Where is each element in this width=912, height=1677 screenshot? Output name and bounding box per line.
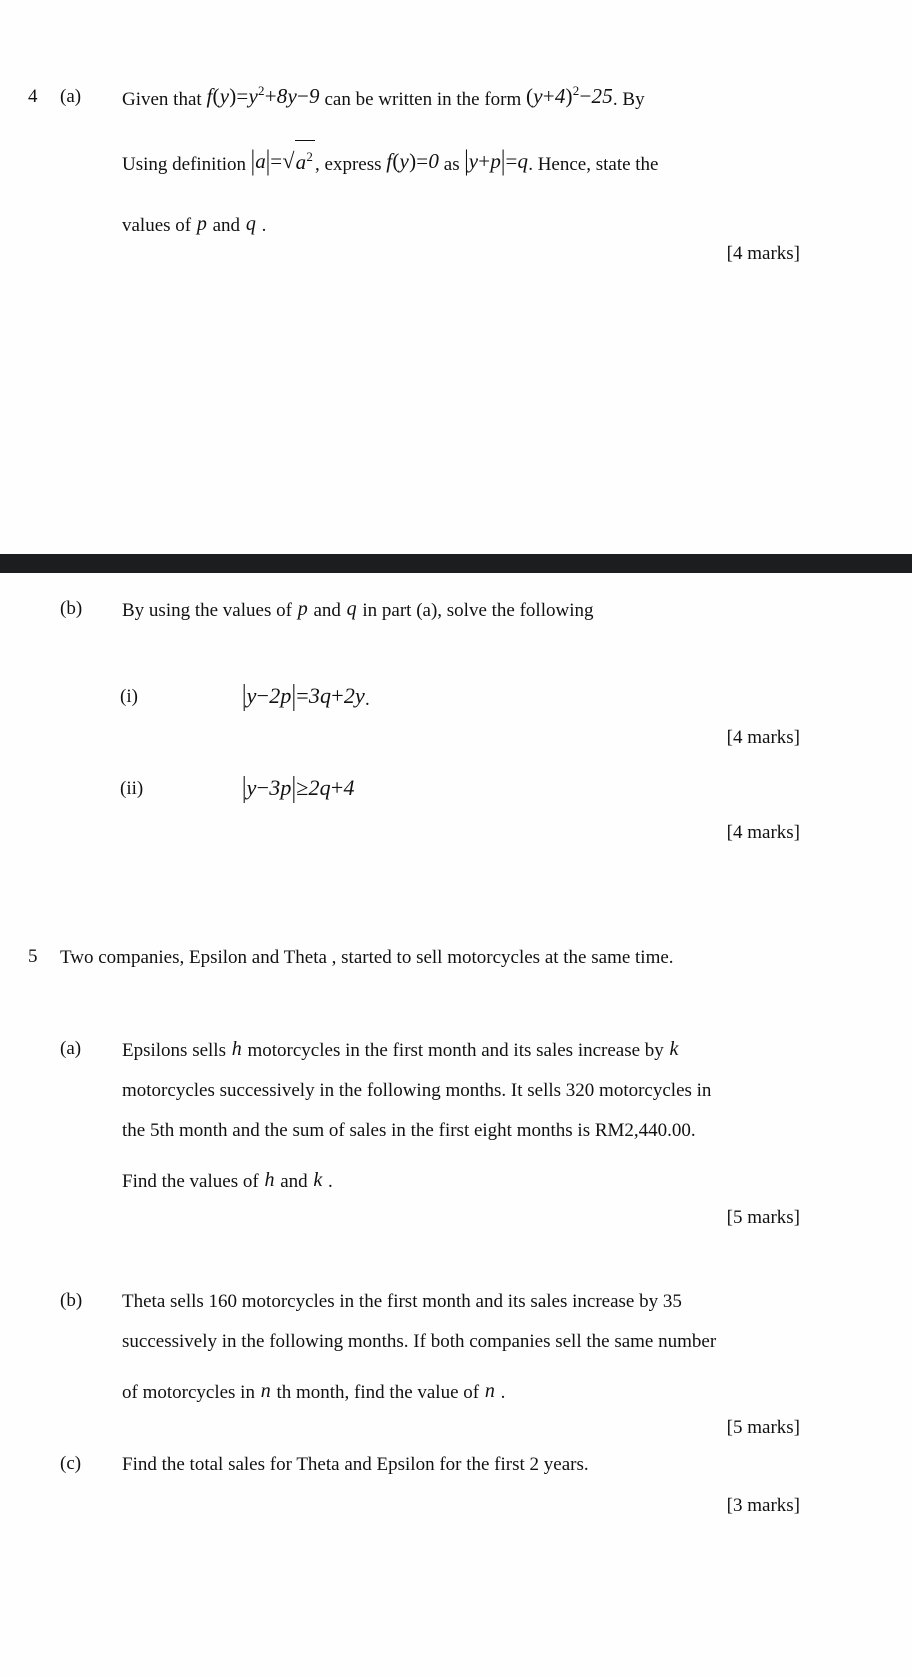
- question-5a-line-1: [122, 1030, 822, 1071]
- text-and: and: [207, 215, 245, 236]
- text-by-using-values: By using the values of: [122, 600, 297, 621]
- question-5b-body: [122, 1282, 822, 1413]
- part-label-5c: (c): [60, 1453, 82, 1474]
- question-5-stem: Two companies, Epsilon and Theta , started to sell motorcycles at the same time.: [60, 947, 674, 968]
- text-using-definition: Using definition: [122, 154, 251, 175]
- text-in-part-a-solve: in part (a), solve the following: [357, 600, 594, 621]
- equation-4b-ii: [242, 770, 862, 812]
- math-completed-square-form: $(y+4)^2-25$: [526, 83, 613, 108]
- question-5b-line-3: [122, 1372, 822, 1413]
- question-4a-body: [122, 78, 802, 246]
- text-express: , express: [315, 154, 387, 175]
- math-absolute-value-definition: $|a|=√a^2$: [251, 149, 315, 173]
- part-label-5a: (a): [60, 1038, 82, 1059]
- text-and: and: [275, 1171, 313, 1192]
- variable-k: k: [313, 1169, 323, 1191]
- question-number-5: 5: [28, 946, 38, 967]
- variable-p: p: [297, 598, 308, 620]
- question-4a-line-1: [122, 78, 802, 120]
- text-and: and: [308, 600, 346, 621]
- question-4b-row: [0, 590, 912, 631]
- text-period: .: [323, 1171, 333, 1192]
- question-5a-line-3: the 5th month and the sum of sales in the first eight months is RM2,440.00.: [122, 1120, 696, 1141]
- question-5a-line-2: motorcycles successively in the following months. It sells 320 motorcycles in: [122, 1080, 712, 1101]
- variable-q: q: [245, 213, 256, 235]
- question-5c-row: [0, 1445, 912, 1485]
- variable-k: k: [669, 1038, 679, 1060]
- marks-5c: [3 marks]: [726, 1495, 800, 1516]
- text-period: .: [495, 1382, 506, 1403]
- question-4b-body: [122, 590, 822, 631]
- subpart-label-ii: (ii): [120, 778, 144, 799]
- question-5a-row: [0, 1030, 912, 1202]
- text-find-values-of: Find the values of: [122, 1171, 264, 1192]
- text-epsilons-sells: Epsilons sells: [122, 1040, 231, 1061]
- text-hence-state-the: . Hence, state the: [528, 154, 659, 175]
- marks-4a: [4 marks]: [726, 243, 800, 264]
- question-4b-i-body: [242, 678, 862, 720]
- equation-4b-i: [242, 678, 862, 720]
- variable-h: h: [231, 1038, 242, 1060]
- scan-artifact-bar: [0, 554, 912, 573]
- question-4a-row: [0, 78, 912, 246]
- part-label-4a: (a): [60, 86, 82, 107]
- question-5b-line-1: Theta sells 160 motorcycles in the first month and its sales increase by 35: [122, 1291, 682, 1312]
- text-motorcycles-first-month: motorcycles in the first month and its sales increase by: [242, 1040, 669, 1061]
- marks-5a: [5 marks]: [726, 1207, 800, 1228]
- marks-4b-i: [4 marks]: [726, 727, 800, 748]
- text-period-i: .: [365, 689, 370, 710]
- variable-p: p: [196, 213, 207, 235]
- question-5c-line-1: Find the total sales for Theta and Epsilon for the first 2 years.: [122, 1454, 589, 1475]
- question-5c-body: [122, 1445, 822, 1485]
- question-4b-ii-row: [0, 770, 912, 812]
- question-4a-line-3: [122, 205, 802, 246]
- math-abs-y-minus-3p: |y−3p|≥2q+4: [242, 769, 355, 804]
- text-as: as: [439, 154, 465, 175]
- text-by: . By: [612, 89, 645, 110]
- math-abs-y-minus-2p: |y−2p|=3q+2y: [242, 677, 365, 712]
- question-5b-line-2: successively in the following months. If both companies sell the same number: [122, 1331, 717, 1352]
- variable-h: h: [264, 1169, 275, 1191]
- text-th-month-find: th month, find the value of: [271, 1382, 484, 1403]
- math-f-of-y-quadratic: $f(y)=y^2+8y-9$: [206, 83, 320, 108]
- text-values-of: values of: [122, 215, 196, 236]
- part-label-4b: (b): [60, 598, 83, 619]
- marks-4b-ii: [4 marks]: [726, 822, 800, 843]
- variable-q: q: [346, 598, 357, 620]
- question-4b-intro: [122, 590, 822, 631]
- question-5a-line-4: [122, 1161, 822, 1202]
- text-of-motorcycles-in: of motorcycles in: [122, 1382, 260, 1403]
- math-absolute-y-plus-p-equals-q: |y+p|=q: [464, 143, 529, 177]
- text-can-be-written: can be written in the form: [319, 89, 527, 110]
- question-4b-ii-body: [242, 770, 862, 812]
- variable-n: n: [484, 1380, 495, 1402]
- text-given-that: Given that: [122, 89, 207, 110]
- question-5-row: [0, 938, 912, 978]
- question-4a-line-2: [122, 140, 802, 185]
- question-number-4: 4: [28, 86, 38, 107]
- marks-5b: [5 marks]: [726, 1417, 800, 1438]
- question-4b-i-row: [0, 678, 912, 720]
- text-period: .: [256, 215, 267, 236]
- question-5b-row: [0, 1282, 912, 1413]
- part-label-5b: (b): [60, 1290, 83, 1311]
- math-f-of-y-equals-zero: f(y)=0: [386, 149, 440, 173]
- variable-n: n: [260, 1380, 271, 1402]
- subpart-label-i: (i): [120, 686, 138, 707]
- question-5a-body: [122, 1030, 822, 1202]
